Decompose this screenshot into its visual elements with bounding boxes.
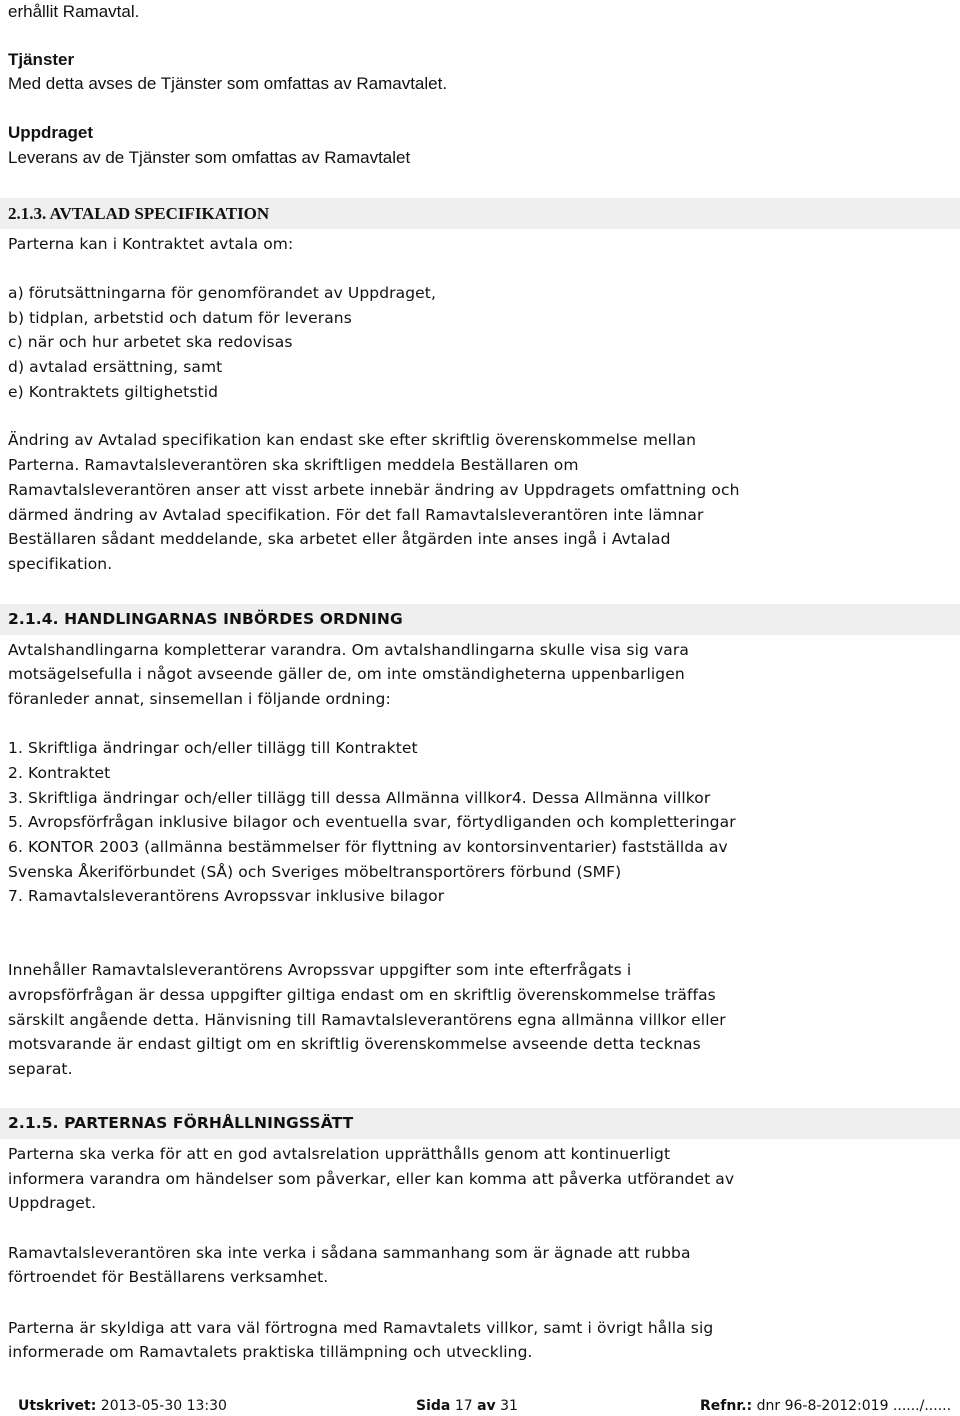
list-item: b) tidplan, arbetstid och datum för leverans: [8, 309, 352, 327]
paragraph-line: informera varandra om händelser som påverkar, eller kan komma att påverka utförandet av: [8, 1170, 735, 1188]
list-item: c) när och hur arbetet ska redovisas: [8, 333, 293, 351]
definition-term-uppdraget: Uppdraget: [8, 123, 93, 142]
footer-printed-value: 2013-05-30 13:30: [100, 1398, 227, 1414]
definition-text-uppdraget: Leverans av de Tjänster som omfattas av Ramavtalet: [8, 148, 411, 167]
order-item: 6. KONTOR 2003 (allmänna bestämmelser för flyttning av kontorsinventarier) fastställda av: [8, 838, 728, 856]
footer-ref-label: Refnr.:: [700, 1398, 753, 1414]
order-item: 7. Ramavtalsleverantörens Avropssvar inklusive bilagor: [8, 887, 445, 905]
section-heading-214: 2.1.4. HANDLINGARNAS INBÖRDES ORDNING: [8, 610, 403, 628]
list-item: e) Kontraktets giltighetstid: [8, 383, 219, 401]
paragraph-line: separat.: [8, 1060, 73, 1078]
paragraph-line: föranleder annat, sinsemellan i följande ordning:: [8, 690, 391, 708]
footer-page-of: av: [477, 1398, 496, 1414]
footer-page: [416, 1396, 518, 1416]
paragraph-line: informerade om Ramavtalets praktiska tillämpning och utveckling.: [8, 1343, 533, 1361]
paragraph-line: Ändring av Avtalad specifikation kan endast ske efter skriftlig överenskommelse mellan: [8, 431, 697, 449]
paragraph-line: specifikation.: [8, 555, 113, 573]
paragraph-line: motsägelsefulla i något avseende gäller de, om inte omständigheterna uppenbarligen: [8, 665, 685, 683]
intro-tail: erhållit Ramavtal.: [8, 2, 140, 21]
paragraph-line: Avtalshandlingarna kompletterar varandra. Om avtalshandlingarna skulle visa sig vara: [8, 641, 689, 659]
paragraph-line: Parterna är skyldiga att vara väl förtrogna med Ramavtalets villkor, samt i övrigt hålla sig: [8, 1319, 714, 1337]
footer-page-total: 31: [500, 1398, 518, 1414]
order-item: Svenska Åkeriförbundet (SÅ) och Sveriges möbeltransportörers förbund (SMF): [8, 863, 622, 881]
section-213-intro: Parterna kan i Kontraktet avtala om:: [8, 235, 294, 253]
paragraph-line: Ramavtalsleverantören anser att visst arbete innebär ändring av Uppdragets omfattning och: [8, 481, 740, 499]
footer-ref: [700, 1396, 951, 1416]
paragraph-line: förtroendet för Beställarens verksamhet.: [8, 1268, 329, 1286]
order-item: 5. Avropsförfrågan inklusive bilagor och eventuella svar, förtydliganden och kompletteringar: [8, 813, 736, 831]
paragraph-line: avropsförfrågan är dessa uppgifter giltiga endast om en skriftlig överenskommelse träffas: [8, 986, 716, 1004]
paragraph-line: motsvarande är endast giltigt om en skriftlig överenskommelse avseende detta tecknas: [8, 1035, 701, 1053]
paragraph-line: Parterna. Ramavtalsleverantören ska skriftligen meddela Beställaren om: [8, 456, 579, 474]
footer-page-label: Sida: [416, 1398, 451, 1414]
footer-page-number: 17: [454, 1398, 473, 1414]
section-heading-213: 2.1.3. AVTALAD SPECIFIKATION: [8, 204, 270, 223]
footer-printed-label: Utskrivet:: [18, 1398, 97, 1414]
definition-term-tjanster: Tjänster: [8, 50, 75, 69]
paragraph-line: därmed ändring av Avtalad specifikation. För det fall Ramavtalsleverantören inte lämnar: [8, 506, 704, 524]
list-item: d) avtalad ersättning, samt: [8, 358, 223, 376]
paragraph-line: Parterna ska verka för att en god avtalsrelation upprätthålls genom att kontinuerligt: [8, 1145, 671, 1163]
section-heading-215: 2.1.5. PARTERNAS FÖRHÅLLNINGSSÄTT: [8, 1114, 354, 1132]
definition-text-tjanster: Med detta avses de Tjänster som omfattas av Ramavtalet.: [8, 74, 448, 93]
paragraph-line: Beställaren sådant meddelande, ska arbetet eller åtgärden inte anses ingå i Avtalad: [8, 530, 671, 548]
paragraph-line: Innehåller Ramavtalsleverantörens Avropssvar uppgifter som inte efterfrågats i: [8, 961, 632, 979]
list-item: a) förutsättningarna för genomförandet av Uppdraget,: [8, 284, 436, 302]
order-item: 1. Skriftliga ändringar och/eller tillägg till Kontraktet: [8, 739, 418, 757]
paragraph-line: särskilt angående detta. Hänvisning till Ramavtalsleverantörens egna allmänna villkor eller: [8, 1011, 726, 1029]
order-item: 3. Skriftliga ändringar och/eller tillägg till dessa Allmänna villkor4. Dessa Allmänna villkor: [8, 789, 711, 807]
footer-printed: [18, 1396, 227, 1416]
footer-ref-value: dnr 96-8-2012:019 ....../......: [756, 1398, 952, 1414]
paragraph-line: Uppdraget.: [8, 1194, 97, 1212]
order-item: 2. Kontraktet: [8, 764, 111, 782]
paragraph-line: Ramavtalsleverantören ska inte verka i sådana sammanhang som är ägnade att rubba: [8, 1244, 691, 1262]
